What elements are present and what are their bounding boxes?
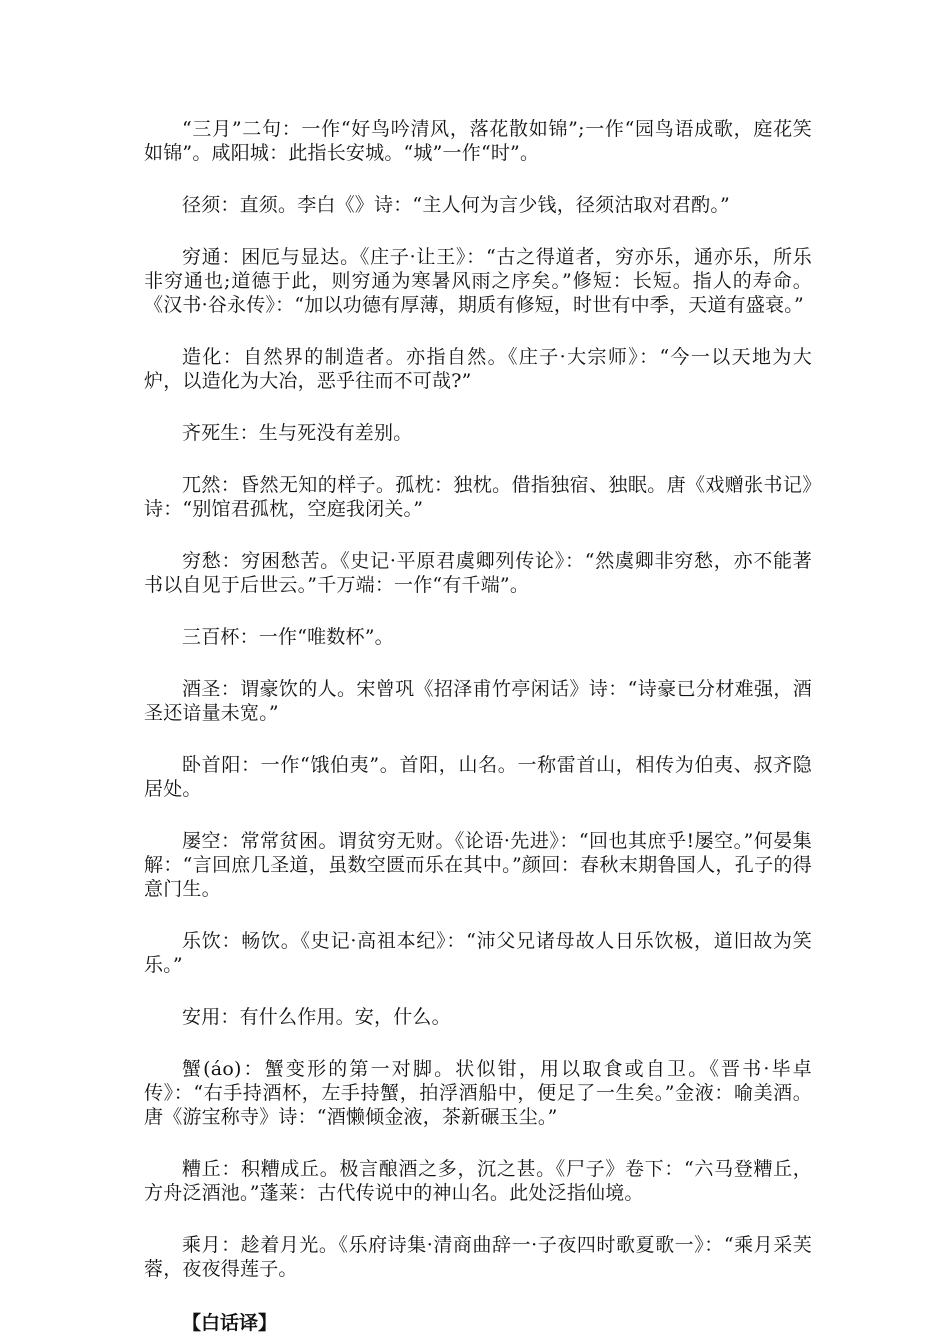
annotation-paragraph-jiusheng: 酒圣：谓豪饮的人。宋曾巩《招泽甫竹亭闲话》诗：“诗豪已分材难强，酒圣还谙量未宽。”: [144, 678, 812, 724]
annotation-paragraph-anyong: 安用：有什么作用。安，什么。: [182, 1006, 451, 1028]
annotation-paragraph-qiongchou: 穷愁：穷困愁苦。《史记·平原君虞卿列传论》：“然虞卿非穷愁，亦不能著书以自见于后世云。”千万端：一作“有千端”。: [144, 550, 812, 596]
annotation-paragraph-zaoqiu: 糟丘：积糟成丘。极言酿酒之多，沉之甚。《尸子》卷下：“六马登糟丘，方舟泛酒池。”蓬莱：古代传说中的神山名。此处泛指仙境。: [144, 1158, 812, 1204]
annotation-paragraph-chengyue: 乘月：趁着月光。《乐府诗集·清商曲辞一·子夜四时歌夏歌一》：“乘月采芙蓉，夜夜得莲子。: [144, 1234, 812, 1280]
annotation-paragraph-sanyue: “三月”二句：一作“好鸟吟清风，落花散如锦”;一作“园鸟语成歌，庭花笑如锦”。咸阳城：此指长安城。“城”一作“时”。: [144, 118, 812, 164]
document-page: [144, 117, 812, 1335]
section-heading: 【白话译】: [182, 1312, 278, 1334]
annotation-paragraph-jingxu: 径须：直须。李白《》诗：“主人何为言少钱，径须沽取对君酌。”: [182, 194, 730, 216]
annotation-paragraph-qisisheng: 齐死生：生与死没有差别。: [182, 422, 413, 444]
annotation-paragraph-woshouyang: 卧首阳：一作“饿伯夷”。首阳，山名。一称雷首山，相传为伯夷、叔齐隐居处。: [144, 754, 812, 800]
annotation-paragraph-ao: 蟹(áo)：蟹变形的第一对脚。状似钳，用以取食或自卫。《晋书·毕卓传》：“右手持酒杯，左手持蟹，拍浮酒船中，便足了一生矣。”金液：喻美酒。唐《游宝称寺》诗：“酒懒倾金液，茶新碾玉尘。”: [144, 1058, 812, 1128]
annotation-paragraph-leyin: 乐饮：畅饮。《史记·高祖本纪》：“沛父兄诸母故人日乐饮极，道旧故为笑乐。”: [144, 930, 812, 976]
annotation-paragraph-lvkong: 屡空：常常贫困。谓贫穷无财。《论语·先进》：“回也其庶乎!屡空。”何晏集解：“言回庶几圣道，虽数空匮而乐在其中。”颜回：春秋末期鲁国人，孔子的得意门生。: [144, 830, 812, 900]
annotation-paragraph-sanbaibei: 三百杯：一作“唯数杯”。: [182, 626, 394, 648]
annotation-paragraph-qiongtong: 穷通：困厄与显达。《庄子·让王》：“古之得道者，穷亦乐，通亦乐，所乐非穷通也;道德于此，则穷通为寒暑风雨之序矣。”修短：长短。指人的寿命。《汉书·谷永传》：“加以功德有厚薄，期质有修短，时世有中季，天道有盛衰。”: [144, 246, 812, 316]
annotation-paragraph-wuran: 兀然：昏然无知的样子。孤枕：独枕。借指独宿、独眠。唐《戏赠张书记》诗：“别馆君孤枕，空庭我闭关。”: [144, 474, 812, 520]
annotation-paragraph-zaohua: 造化：自然界的制造者。亦指自然。《庄子·大宗师》：“今一以天地为大炉，以造化为大冶，恶乎往而不可哉?”: [144, 346, 812, 392]
